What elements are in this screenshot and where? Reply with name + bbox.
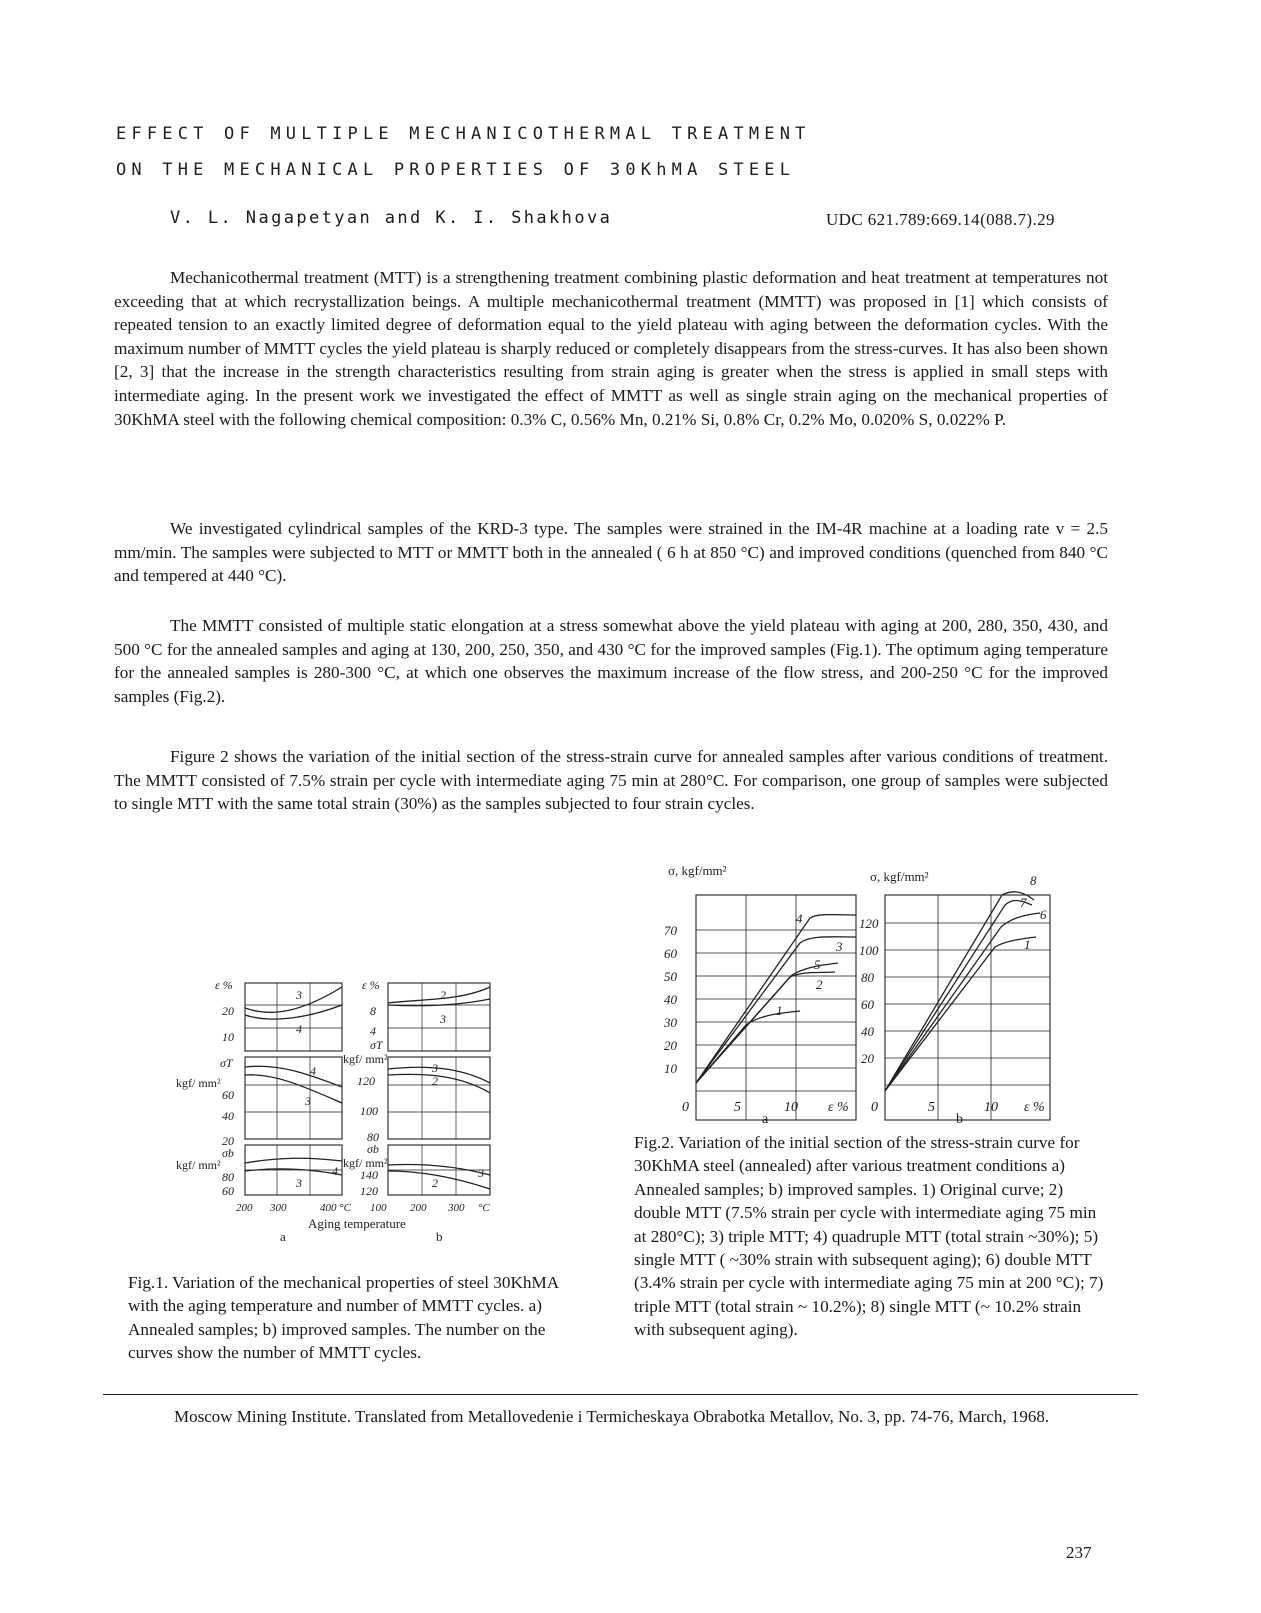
fig2-a-xlabel: ε % (828, 1100, 849, 1115)
fig1-a-sigt-tick: 40 (222, 1109, 234, 1123)
fig2-b-xtick: 10 (984, 1100, 998, 1115)
fig1-a-unit: kgf/ mm² (176, 1076, 221, 1090)
page-number: 237 (1066, 1543, 1092, 1562)
fig1-a-sigt-tick: 20 (222, 1134, 234, 1148)
fig1-a-curve-number: 4 (332, 1164, 338, 1178)
paragraph-1: Mechanicothermal treatment (MTT) is a strengthening treatment combining plastic deformation and heat treatment at temperatures not exceeding that at which recrystallization beings. A multiple mechanicothermal treatment (MMTT) was proposed in [1] which consists of repeated tension to an exactly limited degree of deformation equal to the yield plateau with aging between the deformation cycles. With the maximum number of MMTT cycles the yield plateau is sharply reduced or completely disappears from the stress-curves. It has also been shown [2, 3] that the increase in the strength characteristics resulting from strain aging is greater when the stress is applied in small steps with intermediate aging. In the present work we investigated the effect of MMTT as well as single strain aging on the mechanical properties of 30KhMA steel with the following chemical composition: 0.3% C, 0.56% Mn, 0.21% Si, 0.8% Cr, 0.2% Mo, 0.020% S, 0.022% P. (114, 268, 1108, 429)
fig1-b-sigb-tick: 120 (360, 1184, 378, 1198)
fig2-b-xtick: 0 (871, 1100, 878, 1115)
fig2-a-ytick: 30 (664, 1015, 677, 1030)
fig2-b-ytick: 20 (861, 1051, 874, 1066)
fig2-b-curve-number: 6 (1040, 907, 1047, 922)
fig2-b-curve-number: 1 (1024, 937, 1031, 952)
fig1-a-unit-2: kgf/ mm² (176, 1158, 221, 1172)
fig2-b-ytick: 60 (861, 997, 874, 1012)
fig1-a-xtick: 300 (270, 1202, 287, 1214)
fig1-b-sigt-tick: 120 (357, 1074, 375, 1088)
fig2-b-xtick: 5 (928, 1100, 935, 1115)
figure-1-caption: Fig.1. Variation of the mechanical properties of steel 30KhMA with the aging temperature and number of MMTT cycles. a) Annealed samples; b) improved samples. The number on the curves show the number of MMTT cycles. (128, 1273, 559, 1363)
fig1-a-sigb-tick: 80 (222, 1170, 234, 1184)
fig1-b-sigb-label: σb (367, 1142, 379, 1156)
fig2-a-xtick: 0 (682, 1100, 689, 1115)
fig1-xlabel: Aging temperature (308, 1216, 406, 1231)
fig1-a-curve-number: 4 (310, 1064, 316, 1078)
fig1-a-sigb-label: σb (222, 1146, 234, 1160)
fig1-b-curve-number: 2 (432, 1176, 438, 1190)
fig2-a-curve-number: 4 (796, 911, 803, 926)
figure-1 (160, 975, 505, 1250)
fig1-a-curve-number: 3 (296, 1176, 302, 1190)
fig1-a-curve-number: 4 (296, 1022, 302, 1036)
fig2-b-ytick: 120 (859, 916, 879, 931)
fig2-b-ylabel: σ, kgf/mm² (870, 869, 929, 884)
title-line-2: ON THE MECHANICAL PROPERTIES OF 30KhMA STEEL (116, 160, 796, 180)
title-line-1: EFFECT OF MULTIPLE MECHANICOTHERMAL TREATMENT (116, 124, 811, 144)
fig2-b-curve-number: 7 (1020, 895, 1027, 910)
fig2-panel-a: a (762, 1112, 769, 1127)
footer-note: Moscow Mining Institute. Translated from Metallovedenie i Termicheskaya Obrabotka Metallov, No. 3, pp. 74-76, March, 1968. (174, 1407, 1050, 1426)
fig2-b-ytick: 80 (861, 970, 874, 985)
fig2-b-ytick: 40 (861, 1024, 874, 1039)
fig1-a-curve-number: 3 (305, 1094, 311, 1108)
fig2-panel-b: b (956, 1112, 963, 1127)
footer-rule (103, 1394, 1138, 1395)
fig1-b-eps-tick: 4 (370, 1024, 376, 1038)
fig2-a-xtick: 10 (784, 1100, 798, 1115)
fig1-b-sigb-tick: 140 (360, 1168, 378, 1182)
fig2-a-ytick: 20 (664, 1038, 677, 1053)
fig2-a-curve-number: 3 (836, 939, 843, 954)
paragraph-3: The MMTT consisted of multiple static elongation at a stress somewhat above the yield plateau with aging at 200, 280, 350, 430, and 500 °C for the annealed samples and aging at 130, 200, 250, 350, and 430 °C for the improved samples (Fig.1). The optimum aging temperature for the annealed samples is 280-300 °C, at which one observes the maximum increase of the flow stress, and 200-250 °C for the improved samples (Fig.2). (114, 616, 1108, 706)
fig1-a-eps-tick: 10 (222, 1030, 234, 1044)
fig2-b-curve-number: 8 (1030, 873, 1037, 888)
fig1-a-sigb-tick: 60 (222, 1184, 234, 1198)
fig1-b-curve-number: 2 (432, 1074, 438, 1088)
authors: V. L. Nagapetyan and K. I. Shakhova (170, 208, 613, 228)
fig2-xaxis-row (660, 1100, 1060, 1130)
fig1-b-eps-tick: 8 (370, 1004, 376, 1018)
fig1-b-eps-label: ε % (362, 978, 380, 992)
paragraph-2: We investigated cylindrical samples of the KRD-3 type. The samples were strained in the IM-4R machine at a loading rate v = 2.5 mm/min. The samples were subjected to MTT or MMTT both in the annealed ( 6 h at 850 °C) and improved conditions (quenched from 840 °C and tempered at 440 °C). (114, 519, 1108, 586)
fig1-b-xtick: °C (478, 1202, 490, 1214)
fig1-b-xtick: 100 (370, 1202, 387, 1214)
fig1-a-eps-label: ε % (215, 978, 233, 992)
fig2-a-curve-number: 2 (816, 977, 823, 992)
figure-2 (660, 855, 1060, 1130)
fig1-a-xtick: 400 °C (320, 1202, 351, 1214)
fig1-a-xtick: 200 (236, 1202, 253, 1214)
fig2-a-xtick: 5 (734, 1100, 741, 1115)
fig2-a-curve-number: 5 (814, 957, 821, 972)
fig2-b-xlabel: ε % (1024, 1100, 1045, 1115)
paragraph-4: Figure 2 shows the variation of the initial section of the stress-strain curve for annealed samples after various conditions of treatment. The MMTT consisted of 7.5% strain per cycle with intermediate aging 75 min at 280°C. For comparison, one group of samples were subjected to single MTT with the same total strain (30%) as the samples subjected to four strain cycles. (114, 747, 1108, 814)
udc-code: UDC 621.789:669.14(088.7).29 (826, 210, 1055, 229)
fig1-b-sigt-tick: 100 (360, 1104, 378, 1118)
fig1-a-eps-tick: 20 (222, 1004, 234, 1018)
fig2-a-ytick: 40 (664, 992, 677, 1007)
fig2-a-ytick: 60 (664, 946, 677, 961)
fig2-a-ytick: 50 (664, 969, 677, 984)
fig1-b-curve-number: 3 (432, 1061, 438, 1075)
fig1-panel-b: b (436, 1229, 443, 1244)
fig1-a-sigt-tick: 60 (222, 1088, 234, 1102)
fig1-b-unit-2: kgf/ mm² (343, 1156, 388, 1170)
fig2-a-curve-number: 1 (776, 1003, 783, 1018)
fig1-b-xtick: 300 (448, 1202, 465, 1214)
fig1-b-sigt-tick: 80 (367, 1130, 379, 1144)
fig1-b-xtick: 200 (410, 1202, 427, 1214)
fig1-b-unit: kgf/ mm² (343, 1052, 388, 1066)
fig1-a-curve-number: 3 (296, 988, 302, 1002)
fig1-b-curve-number: 3 (478, 1166, 484, 1180)
fig2-a-ytick: 10 (664, 1061, 677, 1076)
figure-2-caption: Fig.2. Variation of the initial section of the stress-strain curve for 30KhMA steel (annealed) after various treatment conditions a) Annealed samples; b) improved samples. 1) Original curve; 2) double MTT (7.5% strain per cycle with intermediate aging 75 min at 280°C); 3) triple MTT; 4) quadruple MTT (total strain ~30%); 5) single MTT ( ~30% strain with subsequent aging); 6) double MTT (3.4% strain per cycle with intermediate aging 75 min at 200 °C); 7) triple MTT (total strain ~ 10.2%); 8) single MTT (~ 10.2% strain with subsequent aging). (634, 1133, 1104, 1340)
fig1-b-curve-number: 3 (440, 1012, 446, 1026)
fig2-a-ytick: 70 (664, 923, 677, 938)
fig2-a-ylabel: σ, kgf/mm² (668, 863, 727, 878)
fig1-panel-a: a (280, 1229, 286, 1244)
fig2-b-ytick: 100 (859, 943, 879, 958)
fig1-a-sigt-label: σT (220, 1056, 233, 1070)
fig1-b-curve-number: 2 (440, 988, 446, 1002)
fig1-b-sigt-label: σT (370, 1038, 383, 1052)
